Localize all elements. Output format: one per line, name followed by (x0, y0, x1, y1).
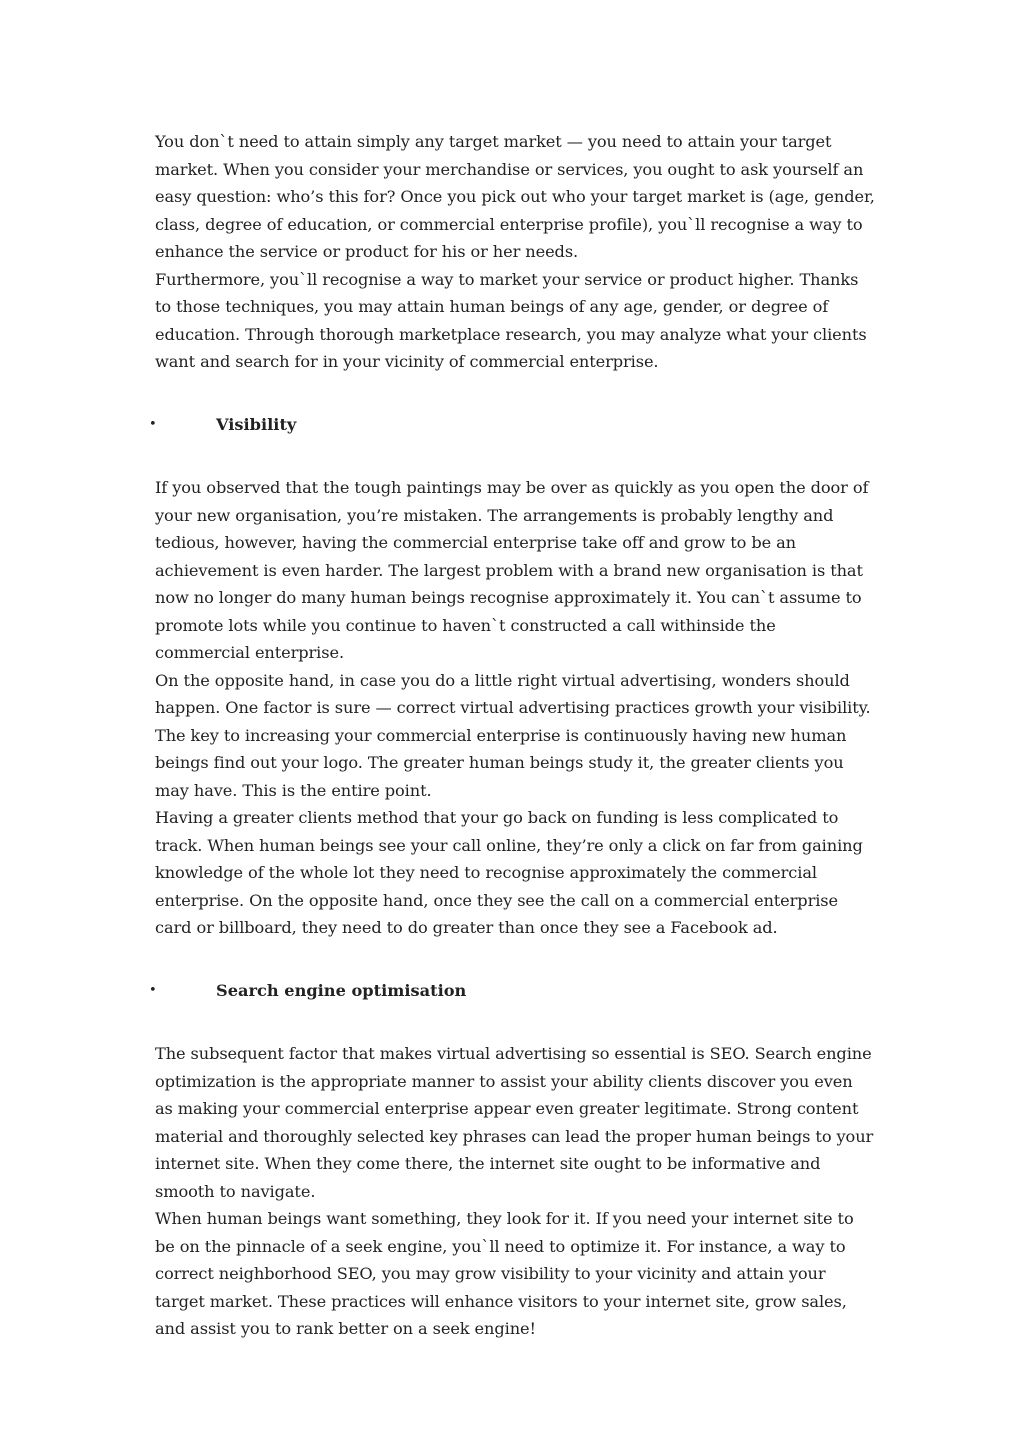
bullet-icon: • (149, 982, 157, 998)
section-paragraph: When human beings want something, they look for it. If you need your internet site to be on the pinnacle of a seek engine, you`ll need to optimize it. For instance, a way to correct neighborhood SEO, you may grow visibility to your vicinity and attain your target market. These practices will enhance visitors to your internet site, grow sales, and assist you to rank better on a seek engine! (155, 1209, 854, 1338)
section-paragraph: If you observed that the tough paintings may be over as quickly as you open the door of your new organisation, you’re mistaken. The arrangements is probably lengthy and tedious, however, having the commercial enterprise take off and grow to be an achievement is even harder. The largest problem with a brand new organisation is that now no longer do many human beings recognise approximately it. You can`t assume to promote lots while you continue to haven`t constructed a call withinside the commercial enterprise. (155, 478, 869, 662)
section-paragraph: The subsequent factor that makes virtual advertising so essential is SEO. Search engine optimization is the appropriate manner to assist your ability clients discover you even as making your commercial enterprise appear even greater legitimate. Strong content material and thoroughly selected key phrases can lead the proper human beings to your internet site. When they come there, the internet site ought to be informative and smooth to navigate. (155, 1044, 874, 1201)
section-paragraph: On the opposite hand, in case you do a little right virtual advertising, wonders should happen. One factor is sure — correct virtual advertising practices growth your visibility. The key to increasing your commercial enterprise is continuously having new human beings find out your logo. The greater human beings study it, the greater clients you may have. This is the entire point. (155, 670, 871, 800)
bullet-icon: • (149, 416, 157, 432)
section-heading-seo (149, 977, 875, 1005)
section-heading-label: Search engine optimisation (216, 980, 467, 1000)
section-paragraph: Having a greater clients method that your go back on funding is less complicated to track. When human beings see your call online, they’re only a click on far from gaining knowledge of the whole lot they need to recognise approximately the commercial enterprise. On the opposite hand, once they see the call on a commercial enterprise card or billboard, they need to do greater than once they see a Facebook ad. (155, 808, 863, 937)
intro-paragraph: Furthermore, you`ll recognise a way to market your service or product higher. Thanks to those techniques, you may attain human beings of any age, gender, or degree of education. Through thorough marketplace research, you may analyze what your clients want and search for in your vicinity of commercial enterprise. (155, 269, 867, 371)
document-body (149, 128, 875, 1343)
section-heading-visibility (149, 411, 875, 439)
section-heading-label: Visibility (216, 414, 297, 434)
intro-paragraph: You don`t need to attain simply any target market — you need to attain your target market. When you consider your merchandise or services, you ought to ask yourself an easy question: who’s this for? Once you pick out who your target market is (age, gender, class, degree of education, or commercial enterprise profile), you`ll recognise a way to enhance the service or product for his or her needs. (155, 132, 875, 261)
